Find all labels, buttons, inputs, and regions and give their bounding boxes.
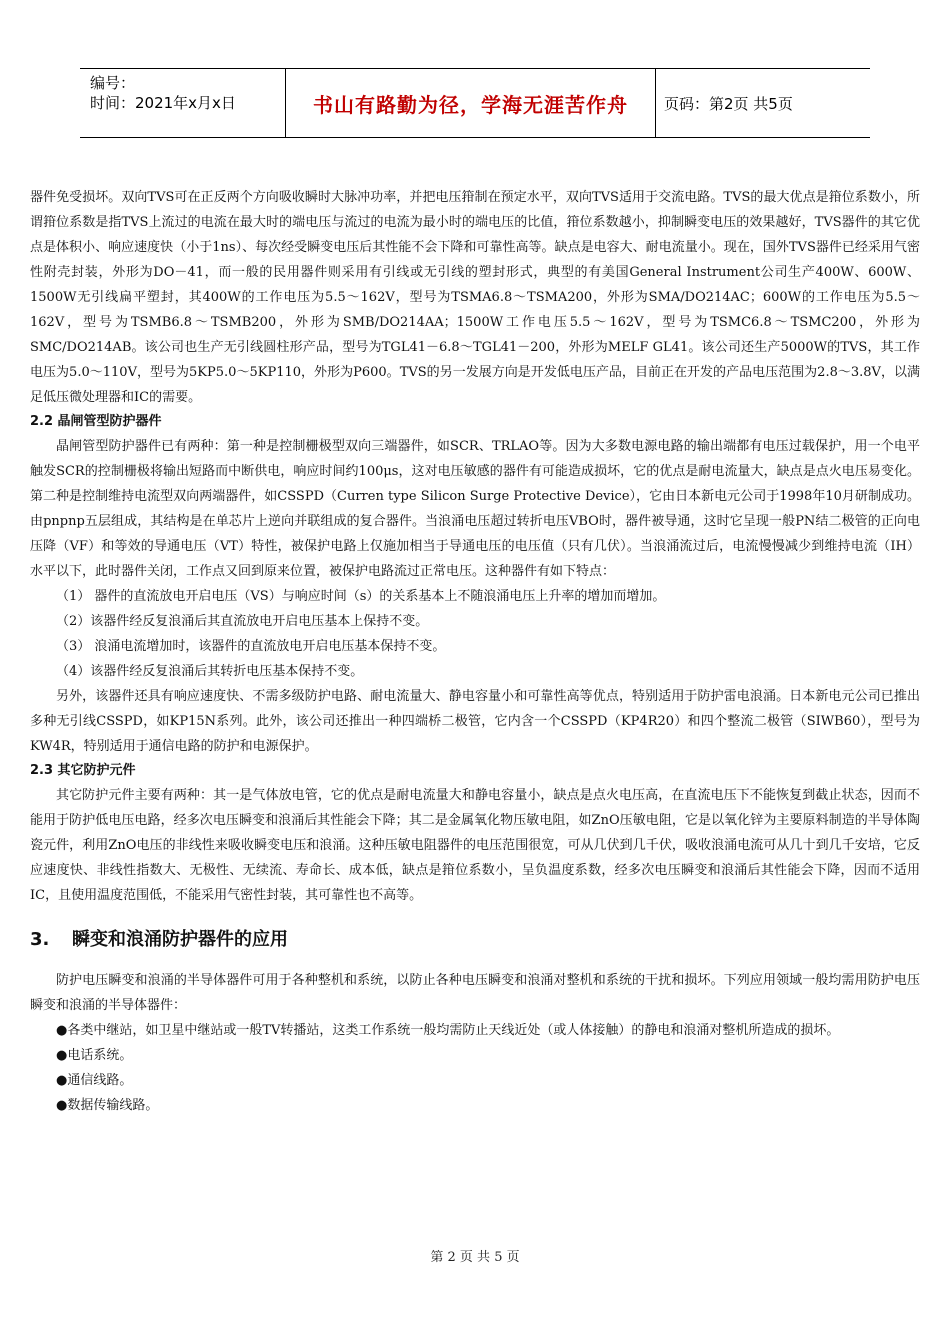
paragraph-other-components: 其它防护元件主要有两种：其一是气体放电管，它的优点是耐电流量大和静电容量小，缺点是点火电压高，在直流电压下不能恢复到截止状态，因而不能用于防护低电压电路，经多次电压瞬变和浪涌后其性能会下降；其二是金属氧化物压敏电阻，如ZnO压敏电阻，它是以氧化锌为主要原料制造的半导体陶瓷元件，利用ZnO电压的非线性来吸收瞬变电压和浪涌。这种压敏电阻器件的电压范围很宽，可从几伏到几千伏，吸收浪涌电流可从几十到几千安培，它反应速度快、非线性指数大、无极性、无续流、寿命长、成本低，缺点是箝位系数小，呈负温度系数，经多次电压瞬变和浪涌后其性能会下降，因而不适用IC，且使用温度范围低，不能采用气密性封装，其可靠性也不高等。 <box>30 788 920 903</box>
feature-item: （4）该器件经反复浪涌后其转折电压基本保持不变。 <box>56 664 364 679</box>
bullet-item: ●各类中继站，如卫星中继站或一般TV转播站，这类工作系统一般均需防止天线近处（或人体接触）的静电和浪涌对整机所造成的损坏。 <box>56 1023 840 1038</box>
paragraph-tvs: 器件免受损坏。双向TVS可在正反两个方向吸收瞬时大脉冲功率，并把电压箝制在预定水平，双向TVS适用于交流电路。TVS的最大优点是箝位系数小，所谓箝位系数是指TVS上流过的电流在最大时的端电压与流过的电流为最小时的端电压的比值，箝位系数越小，抑制瞬变电压的效果越好，TVS器件的其它优点是体积小、响应速度快（小于1ns）、每次经受瞬变电压后其性能不会下降和可靠性高等。缺点是电容大、耐电流量小。现在，国外TVS器件已经采用气密性附壳封装，外形为DO－41，而一般的民用器件则采用有引线或无引线的塑封形式，典型的有美国General Instrument公司生产400W、600W、1500W无引线扁平塑封，其400W的工作电压为5.5～162V，型号为TSMA6.8～TSMA200，外形为SMA/DO214AC；600W的工作电压为5.5～162V，型号为TSMB6.8～TSMB200，外形为SMB/DO214AA；1500W工作电压5.5～162V，型号为TSMC6.8～TSMC200，外形为SMC/DO214AB。该公司也生产无引线圆柱形产品，型号为TGL41－6.8～TGL41－200，外形为MELF GL41。该公司还生产5000W的TVS，其工作电压为5.0～110V，型号为5KP5.0～5KP110，外形为P600。TVS的另一发展方向是开发低电压产品，目前正在开发的产品电压范围为2.8～3.8V，以满足低压微处理器和IC的需要。 <box>30 190 920 405</box>
feature-item: （2）该器件经反复浪涌后其直流放电开启电压基本上保持不变。 <box>56 614 429 629</box>
header-meta <box>80 69 286 137</box>
document-body <box>30 185 920 1118</box>
section-number: 3. <box>30 929 50 950</box>
paragraph-thyristor: 晶闸管型防护器件已有两种：第一种是控制栅极型双向三端器件，如SCR、TRLAO等。因为大多数电源电路的输出端都有电压过载保护，用一个电平触发SCR的控制栅极将输出短路而中断供电，响应时间约100μs，这对电压敏感的器件有可能造成损坏，它的优点是耐电流量大，缺点是点火电压易变化。第二种是控制维持电流型双向两端器件，如CSSPD（Curren type Silicon Surge Protective Device），它由日本新电元公司于1998年10月研制成功。由pnpnp五层组成，其结构是在单芯片上逆向并联组成的复合器件。当浪涌电压超过转折电压VBO时，器件被导通，这时它呈现一般PN结二极管的正向电压降（VF）和等效的导通电压（VT）特性，被保护电路上仅施加相当于导通电压的电压值（只有几伏）。当浪涌流过后，电流慢慢减少到维持电流（IH）水平以下，此时器件关闭，工作点又回到原来位置，被保护电路流过正常电压。这种器件有如下特点： <box>30 439 920 579</box>
document-number-label: 编号： <box>90 74 136 92</box>
bullet-item: ●数据传输线路。 <box>56 1098 159 1113</box>
section-heading-3 <box>30 926 920 954</box>
page-footer: 第 2 页 共 5 页 <box>430 1250 520 1265</box>
feature-item: （1） 器件的直流放电开启电压（VS）与响应时间（s）的关系基本上不随浪涌电压上升率的增加而增加。 <box>56 589 666 604</box>
section-heading-2-2: 2.2 晶闸管型防护器件 <box>30 414 162 429</box>
paragraph-applications: 防护电压瞬变和浪涌的半导体器件可用于各种整机和系统，以防止各种电压瞬变和浪涌对整机和系统的干扰和损坏。下列应用领域一般均需用防护电压瞬变和浪涌的半导体器件： <box>30 973 920 1013</box>
header-page-number: 页码：第2页 共5页 <box>664 94 793 113</box>
header-motto: 书山有路勤为径，学海无涯苦作舟 <box>286 69 656 137</box>
paragraph-csspd: 另外，该器件还具有响应速度快、不需多级防护电路、耐电流量大、静电容量小和可靠性高等优点，特别适用于防护雷电浪涌。日本新电元公司已推出多种无引线CSSPD，如KP15N系列。此外，该公司还推出一种四端桥二极管，它内含一个CSSPD（KP4R20）和四个整流二极管（SIWB60），型号为KW4R，特别适用于通信电路的防护和电源保护。 <box>30 689 920 754</box>
feature-item: （3） 浪涌电流增加时，该器件的直流放电开启电压基本保持不变。 <box>56 639 446 654</box>
section-heading-2-3: 2.3 其它防护元件 <box>30 763 136 778</box>
document-date: 时间：2021年x月x日 <box>90 94 236 112</box>
page-header <box>80 68 870 138</box>
bullet-item: ●通信线路。 <box>56 1073 133 1088</box>
bullet-item: ●电话系统。 <box>56 1048 133 1063</box>
section-title: 瞬变和浪涌防护器件的应用 <box>72 929 288 950</box>
